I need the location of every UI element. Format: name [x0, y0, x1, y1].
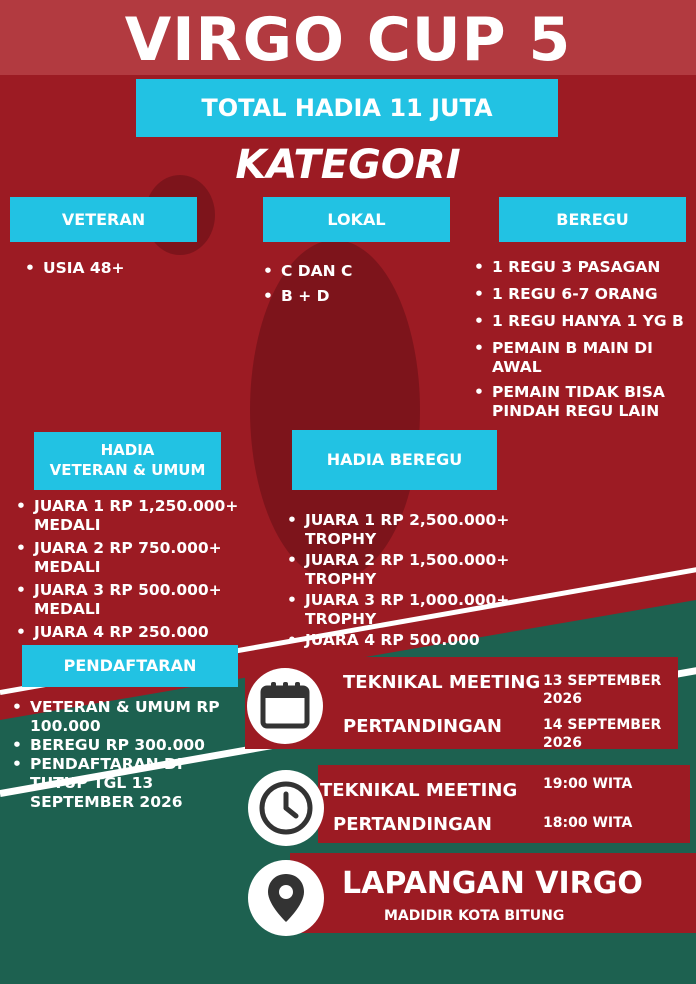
times-meeting-value: 19:00 WITA — [543, 776, 633, 792]
pendaftaran-header — [22, 645, 238, 687]
pendaftaran-list — [12, 698, 227, 812]
category-lokal-header — [263, 197, 450, 242]
list-item: • JUARA 3 RP 500.000+ MEDALI — [16, 581, 241, 619]
list-item: • JUARA 4 RP 250.000 — [16, 623, 241, 642]
dates-meeting-value: 13 SEPTEMBER 2026 — [543, 673, 662, 707]
category-veteran-header — [10, 197, 197, 242]
calendar-icon — [247, 668, 323, 744]
list-item: • 1 REGU HANYA 1 YG B — [474, 312, 689, 331]
venue-name: LAPANGAN VIRGO — [342, 866, 643, 901]
dates-meeting-label: TEKNIKAL MEETING — [343, 672, 541, 693]
list-item: • JUARA 2 RP 750.000+ MEDALI — [16, 539, 241, 577]
list-item: • 1 REGU 3 PASAGAN — [474, 258, 689, 277]
list-item: • JUARA 3 RP 1,000.000+ TROPHY — [287, 591, 512, 629]
total-prize-banner — [136, 79, 558, 137]
category-lokal-label: LOKAL — [327, 210, 386, 229]
beregu-list — [474, 258, 689, 421]
list-item: • B + D — [263, 284, 463, 309]
total-prize-text: TOTAL HADIA 11 JUTA — [201, 94, 493, 122]
category-beregu-label: BEREGU — [556, 210, 629, 229]
times-meeting-label: TEKNIKAL MEETING — [320, 780, 518, 801]
hadia-beregu-list — [287, 511, 512, 650]
location-pin-icon — [248, 860, 324, 936]
hadia-beregu-header — [292, 430, 497, 490]
list-item: • JUARA 1 RP 2,500.000+ TROPHY — [287, 511, 512, 549]
hadia-beregu-label: HADIA BEREGU — [326, 450, 463, 469]
list-item: • PEMAIN B MAIN DI AWAL — [474, 339, 689, 377]
hadia-veteran-label-line1: HADIA — [100, 441, 155, 459]
list-item: • JUARA 1 RP 1,250.000+ MEDALI — [16, 497, 241, 535]
kategori-heading: KATEGORI — [235, 142, 461, 188]
hadia-veteran-list — [16, 497, 241, 642]
list-item: • USIA 48+ — [25, 259, 225, 278]
hadia-veteran-header — [34, 432, 221, 490]
list-item: • PENDAFTARAN DI TUTUP TGL 13 SEPTEMBER 2026 — [12, 755, 227, 812]
times-match-label: PERTANDINGAN — [333, 814, 492, 835]
category-beregu-header — [499, 197, 686, 242]
times-match-value: 18:00 WITA — [543, 815, 633, 831]
category-veteran-label: VETERAN — [61, 210, 146, 229]
list-item: • JUARA 2 RP 1,500.000+ TROPHY — [287, 551, 512, 589]
pendaftaran-label: PENDAFTARAN — [63, 656, 197, 675]
list-item: • C DAN C — [263, 259, 463, 284]
venue-address: MADIDIR KOTA BITUNG — [384, 908, 565, 924]
list-item: • 1 REGU 6-7 ORANG — [474, 285, 689, 304]
dates-match-value: 14 SEPTEMBER 2026 — [543, 717, 662, 751]
clock-icon — [248, 770, 324, 846]
dates-match-label: PERTANDINGAN — [343, 716, 502, 737]
list-item: • VETERAN & UMUM RP 100.000 — [12, 698, 227, 736]
page-title: VIRGO CUP 5 — [124, 5, 572, 75]
list-item: • PEMAIN TIDAK BISA PINDAH REGU LAIN — [474, 383, 689, 421]
list-item: • JUARA 4 RP 500.000 — [287, 631, 512, 650]
hadia-veteran-label-line2: VETERAN & UMUM — [49, 461, 206, 479]
list-item: • BEREGU RP 300.000 — [12, 736, 227, 755]
lokal-list — [263, 259, 463, 309]
veteran-list — [25, 259, 225, 278]
